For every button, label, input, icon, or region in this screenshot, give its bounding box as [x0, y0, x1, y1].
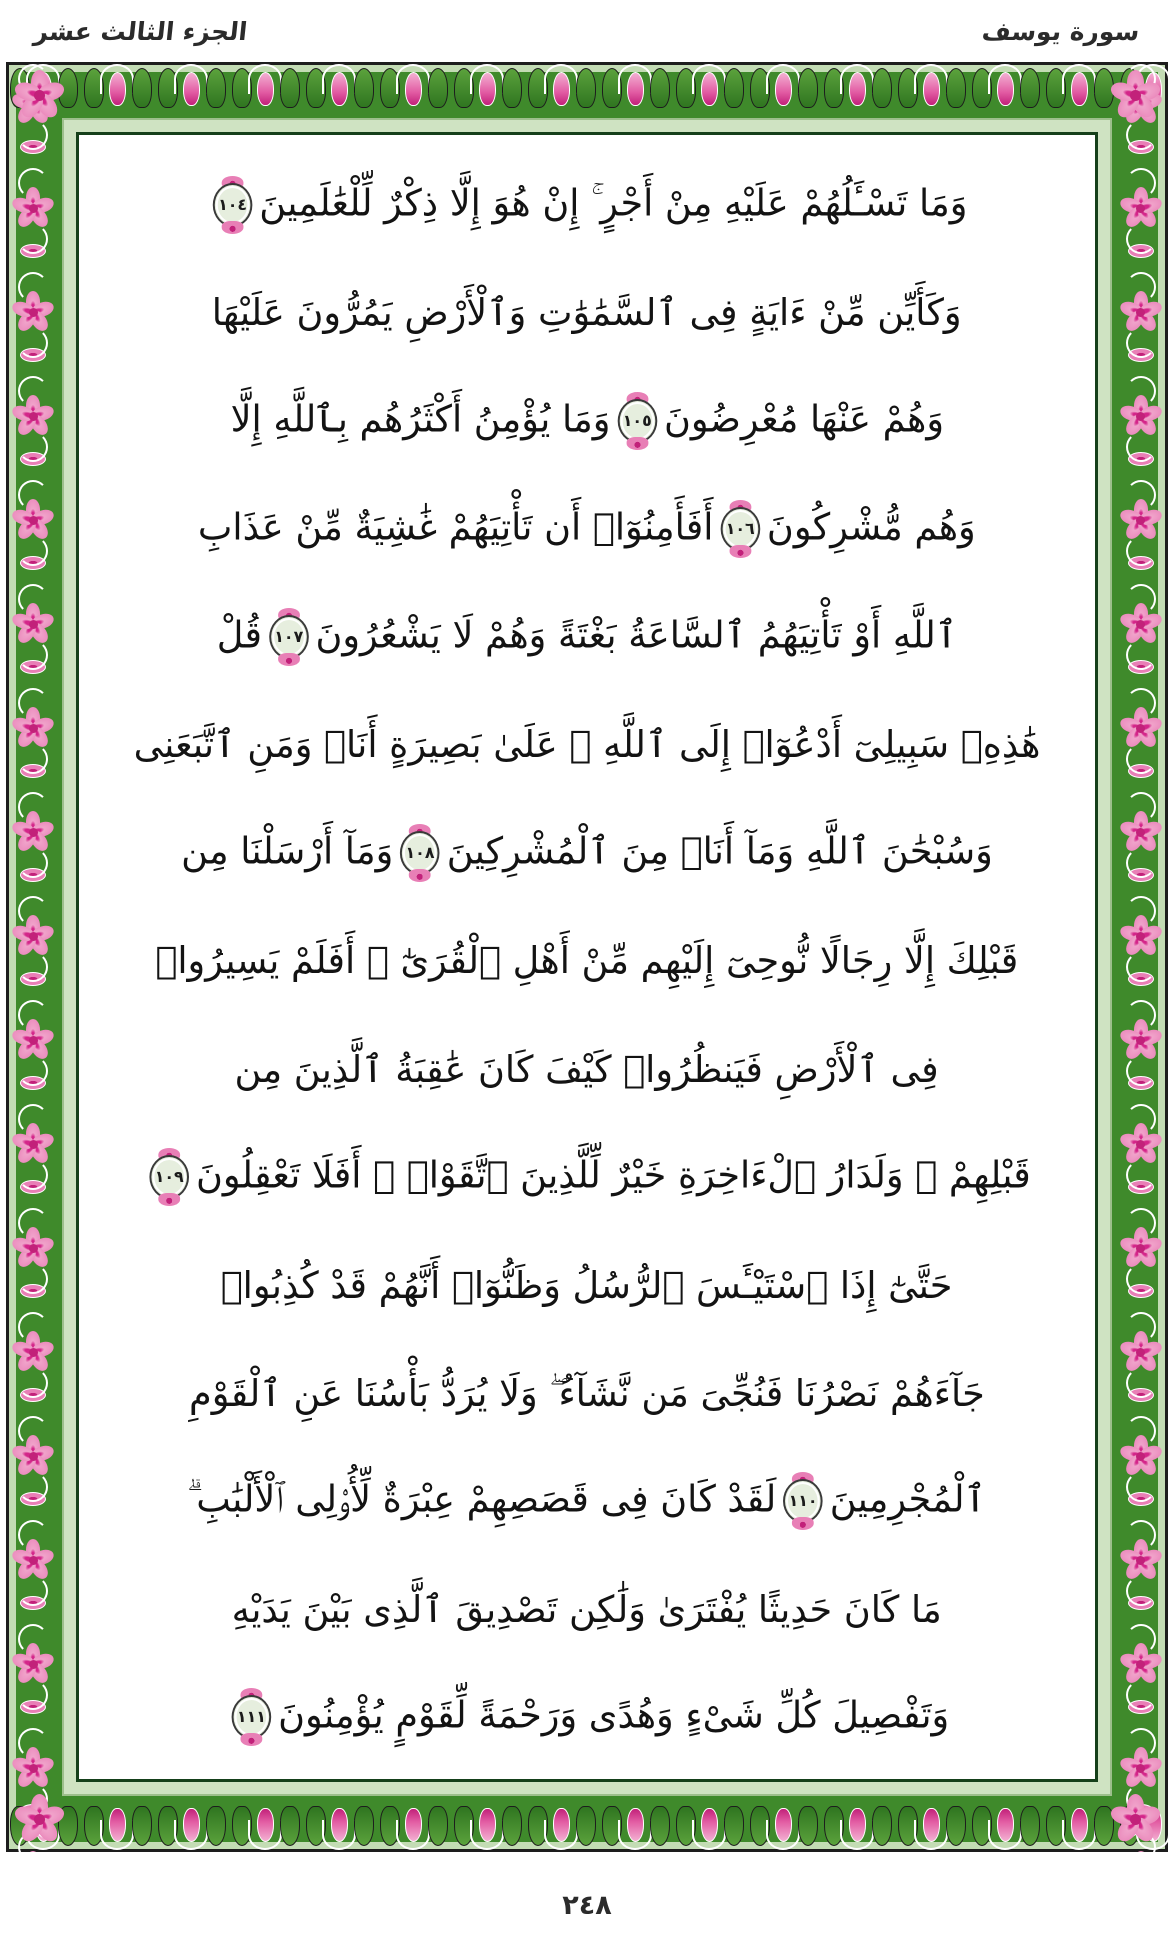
quran-line [105, 157, 1069, 252]
ayah-text: وَمَآ أَرْسَلْنَا مِن [181, 829, 394, 873]
ayah-number-medallion [782, 1472, 826, 1530]
corner-flower-bottom-left [10, 1790, 68, 1848]
border-flower-bud-icon [109, 72, 126, 106]
border-leaf-icon [946, 68, 966, 108]
border-ornament-right [1114, 62, 1168, 1852]
inner-panel-rule [76, 132, 1098, 1782]
border-leaf-icon [428, 1806, 448, 1846]
border-vine-scroll [18, 536, 48, 566]
ayah-text: قَبْلِهِمْ ۗ وَلَدَارُ ٱلْءَاخِرَةِ خَيْرٌ لِّلَّذِينَ ٱتَّقَوْا۟ ۗ أَفَلَا تَعْقِلُونَ [196, 1153, 1032, 1197]
border-flower-bud-icon [1071, 72, 1088, 106]
ayah-text: ٱللَّهِ أَوْ تَأْتِيَهُمُ ٱلسَّاعَةُ بَغْتَةً وَهُمْ لَا يَشْعُرُونَ [315, 613, 958, 657]
ayah-number-medallion [211, 176, 255, 234]
border-vine-scroll [18, 952, 48, 982]
quran-line [105, 1022, 1069, 1117]
border-vine-scroll [18, 1264, 48, 1294]
border-vine-scroll [1126, 848, 1156, 878]
border-vine-scroll [1126, 1576, 1156, 1606]
border-leaf-icon [576, 1806, 596, 1846]
flower-core [29, 1036, 38, 1045]
line-content [231, 1587, 943, 1631]
border-vine-scroll [1126, 744, 1156, 774]
line-content [143, 1148, 1031, 1206]
flower-core [29, 516, 38, 525]
border-vine-scroll [18, 1472, 48, 1502]
border-flower-bud-icon [701, 72, 718, 106]
quran-line [105, 697, 1069, 792]
quran-line [105, 373, 1069, 468]
flower-core [34, 1814, 45, 1825]
border-flower-bud-icon [849, 1808, 866, 1842]
border-vine-scroll [1126, 1368, 1156, 1398]
border-leaf-icon [946, 1806, 966, 1846]
border-flower-bud-icon [997, 72, 1014, 106]
ayah-number-medallion [398, 824, 442, 882]
border-leaf-icon [428, 68, 448, 108]
ayah-text: وَكَأَيِّن مِّنْ ءَايَةٍ فِى ٱلسَّمَٰوَٰتِ وَٱلْأَرْضِ يَمُرُّونَ عَلَيْهَا [212, 291, 962, 335]
flower-core [1130, 90, 1141, 101]
border-leaf-icon [872, 1806, 892, 1846]
border-vine-scroll [18, 1368, 48, 1398]
border-vine-scroll [18, 1680, 48, 1710]
flower-core [29, 1244, 38, 1253]
border-leaf-icon [132, 1806, 152, 1846]
ayah-text: وَمَا تَسْـَٔلُهُمْ عَلَيْهِ مِنْ أَجْرٍ ۚ إِنْ هُوَ إِلَّا ذِكْرٌ لِّلْعَٰلَمِينَ [259, 181, 968, 224]
ayah-number: ١٠٥ [622, 410, 652, 430]
border-vine-scroll [1126, 1264, 1156, 1294]
page-number: ٢٤٨ [562, 1890, 612, 1921]
line-content [188, 1472, 987, 1530]
border-vine-scroll [1126, 328, 1156, 358]
line-content [181, 824, 993, 882]
corner-flower-top-right [1106, 66, 1164, 124]
ornamental-frame [6, 62, 1168, 1852]
quran-line [105, 1454, 1069, 1549]
line-content [234, 1047, 940, 1091]
ayah-number: ١١١ [236, 1707, 266, 1727]
border-vine-scroll [1126, 640, 1156, 670]
flower-petal [26, 1851, 40, 1853]
quran-line [105, 589, 1069, 684]
flower-core [29, 308, 38, 317]
flower-core [29, 1140, 38, 1149]
ayah-number-medallion [719, 500, 763, 558]
ayah-text: وَهُمْ عَنْهَا مُعْرِضُونَ [663, 397, 944, 441]
border-flower-bud-icon [109, 1808, 126, 1842]
border-leaf-icon [132, 68, 152, 108]
border-flower-bud-icon [849, 72, 866, 106]
quran-line [105, 913, 1069, 1008]
line-content [225, 1688, 950, 1746]
ayah-text: ٱلْمُجْرِمِينَ [830, 1477, 987, 1521]
border-ornament-bottom [6, 1798, 1168, 1852]
quran-line [105, 1238, 1069, 1333]
border-flower-bud-icon [405, 1808, 422, 1842]
line-content [155, 939, 1019, 983]
ayah-text: جَآءَهُمْ نَصْرُنَا فَنُجِّىَ مَن نَّشَآءُ ۖ وَلَا يُرَدُّ بَأْسُنَا عَنِ ٱلْقَوْمِ [189, 1371, 985, 1415]
border-vine-scroll [18, 744, 48, 774]
border-flower-bud-icon [257, 1808, 274, 1842]
line-content [189, 1371, 985, 1415]
border-leaf-icon [1020, 68, 1040, 108]
flower-core [29, 412, 38, 421]
quran-line [105, 1670, 1069, 1765]
ayah-text: وَمَا يُؤْمِنُ أَكْثَرُهُم بِٱللَّهِ إِلَّا [230, 397, 611, 441]
border-leaf-icon [354, 1806, 374, 1846]
border-vine-scroll [18, 120, 48, 150]
border-flower-bud-icon [331, 1808, 348, 1842]
ayah-number: ١٠٤ [218, 194, 248, 214]
ayah-text: قَبْلِكَ إِلَّا رِجَالًا نُّوحِىٓ إِلَيْهِم مِّنْ أَهْلِ ٱلْقُرَىٰٓ ۗ أَفَلَمْ يَسِيرُوا۟ [155, 939, 1019, 983]
border-vine-scroll [18, 328, 48, 358]
quran-line [105, 1562, 1069, 1657]
border-leaf-icon [502, 68, 522, 108]
ayah-number: ١٠٦ [725, 518, 755, 538]
border-flower-bud-icon [923, 1808, 940, 1842]
flower-core [29, 1660, 38, 1669]
flower-core [29, 828, 38, 837]
border-flower-bud-icon [923, 72, 940, 106]
border-leaf-icon [1020, 1806, 1040, 1846]
ayah-number: ١١٠ [789, 1491, 819, 1511]
border-vine-scroll [1126, 952, 1156, 982]
ayah-text: وَتَفْصِيلَ كُلِّ شَىْءٍ وَهُدًى وَرَحْمَةً لِّقَوْمٍ يُؤْمِنُونَ [278, 1693, 950, 1737]
line-content [212, 291, 962, 335]
border-leaf-icon [724, 68, 744, 108]
border-vine-scroll [1126, 1056, 1156, 1086]
border-ornament-top [6, 62, 1168, 116]
border-flower-bud-icon [257, 72, 274, 106]
border-flower-bud-icon [627, 1808, 644, 1842]
border-vine-scroll [18, 1056, 48, 1086]
border-leaf-icon [354, 68, 374, 108]
line-content [230, 392, 943, 450]
ayah-text: أَفَأَمِنُوٓا۟ أَن تَأْتِيَهُمْ غَٰشِيَةٌ مِّنْ عَذَابِ [198, 505, 714, 549]
border-leaf-icon [650, 1806, 670, 1846]
ayah-number-medallion [615, 392, 659, 450]
quran-line [105, 1346, 1069, 1441]
border-vine-scroll [18, 1160, 48, 1190]
ayah-text: لَقَدْ كَانَ فِى قَصَصِهِمْ عِبْرَةٌ لِّأُو۟لِى ٱلْأَلْبَٰبِ ۗ [187, 1477, 777, 1521]
border-flower-icon [1117, 1848, 1165, 1852]
border-flower-bud-icon [479, 1808, 496, 1842]
quran-line [105, 1130, 1069, 1225]
ayah-number: ١٠٩ [155, 1167, 185, 1187]
ayah-text: فِى ٱلْأَرْضِ فَيَنظُرُوا۟ كَيْفَ كَانَ عَٰقِبَةُ ٱلَّذِينَ مِن [234, 1047, 940, 1091]
line-content [206, 176, 968, 234]
ayah-text: مَا كَانَ حَدِيثًا يُفْتَرَىٰ وَلَٰكِن تَصْدِيقَ ٱلَّذِى بَيْنَ يَدَيْهِ [231, 1587, 943, 1631]
flower-core [29, 620, 38, 629]
ayah-text: وَهُم مُّشْرِكُونَ [767, 505, 976, 549]
border-leaf-icon [798, 1806, 818, 1846]
quran-line [105, 805, 1069, 900]
ayah-number-medallion [148, 1148, 192, 1206]
flower-core [34, 90, 45, 101]
flower-core [29, 1764, 38, 1773]
border-flower-bud-icon [553, 1808, 570, 1842]
line-content [198, 500, 976, 558]
border-leaf-icon [280, 68, 300, 108]
border-flower-bud-icon [405, 72, 422, 106]
ayah-text: وَسُبْحَٰنَ ٱللَّهِ وَمَآ أَنَا۠ مِنَ ٱلْمُشْرِكِينَ [446, 829, 993, 873]
border-flower-icon [9, 1848, 57, 1852]
juz-label: الجزء الثالث عشر [32, 16, 249, 46]
ayah-number-medallion [230, 1688, 274, 1746]
flower-core [29, 204, 38, 213]
line-content [217, 608, 957, 666]
line-content [221, 1263, 953, 1307]
ayah-text: هَٰذِهِۦ سَبِيلِىٓ أَدْعُوٓا۟ إِلَى ٱللَّهِ ۚ عَلَىٰ بَصِيرَةٍ أَنَا۠ وَمَنِ ٱتَّبَعَنِى [133, 723, 1041, 767]
border-vine-scroll [18, 432, 48, 462]
border-vine-scroll [18, 848, 48, 878]
ayah-number: ١٠٨ [405, 842, 435, 862]
border-vine-scroll [1126, 432, 1156, 462]
border-vine-scroll [1126, 1472, 1156, 1502]
corner-flower-top-left [10, 66, 68, 124]
border-leaf-icon [798, 68, 818, 108]
flower-core [29, 724, 38, 733]
inner-panel-sage [62, 118, 1112, 1796]
ayah-text: حَتَّىٰٓ إِذَا ٱسْتَيْـَٔسَ ٱلرُّسُلُ وَظَنُّوٓا۟ أَنَّهُمْ قَدْ كُذِبُوا۟ [221, 1263, 953, 1307]
corner-flower-bottom-right [1106, 1790, 1164, 1848]
border-flower-bud-icon [701, 1808, 718, 1842]
border-flower-bud-icon [997, 1808, 1014, 1842]
border-ornament-left [6, 62, 60, 1852]
flower-core [29, 932, 38, 941]
border-flower-bud-icon [775, 1808, 792, 1842]
border-vine-scroll [1126, 536, 1156, 566]
ayah-number: ١٠٧ [274, 626, 304, 646]
border-vine-scroll [18, 640, 48, 670]
quran-text-area [83, 139, 1091, 1775]
border-flower-bud-icon [331, 72, 348, 106]
surah-label: سورة يوسف [980, 16, 1142, 46]
border-flower-bud-icon [479, 72, 496, 106]
border-flower-bud-icon [553, 72, 570, 106]
border-leaf-icon [724, 1806, 744, 1846]
border-flower-bud-icon [775, 72, 792, 106]
flower-core [29, 1556, 38, 1565]
flower-petal [1134, 1851, 1148, 1853]
flower-core [1130, 1814, 1141, 1825]
border-leaf-icon [206, 1806, 226, 1846]
border-vine-scroll [1126, 224, 1156, 254]
border-leaf-icon [502, 1806, 522, 1846]
quran-line [105, 481, 1069, 576]
border-leaf-icon [576, 68, 596, 108]
flower-core [29, 1348, 38, 1357]
border-vine-scroll [1126, 1680, 1156, 1710]
border-leaf-icon [206, 68, 226, 108]
ayah-number-medallion [267, 608, 311, 666]
border-vine-scroll [1126, 1160, 1156, 1190]
border-leaf-icon [280, 1806, 300, 1846]
line-content [133, 723, 1041, 767]
page-header [0, 0, 1174, 62]
border-leaf-icon [650, 68, 670, 108]
border-flower-bud-icon [627, 72, 644, 106]
border-vine-scroll [1126, 120, 1156, 150]
border-flower-bud-icon [183, 1808, 200, 1842]
border-flower-bud-icon [183, 72, 200, 106]
border-flower-bud-icon [1071, 1808, 1088, 1842]
text-panel [83, 139, 1091, 1775]
quran-line [105, 265, 1069, 360]
ayah-text: قُلْ [216, 613, 263, 657]
flower-core [29, 1452, 38, 1461]
border-vine-scroll [18, 1576, 48, 1606]
border-leaf-icon [872, 68, 892, 108]
border-vine-scroll [18, 224, 48, 254]
